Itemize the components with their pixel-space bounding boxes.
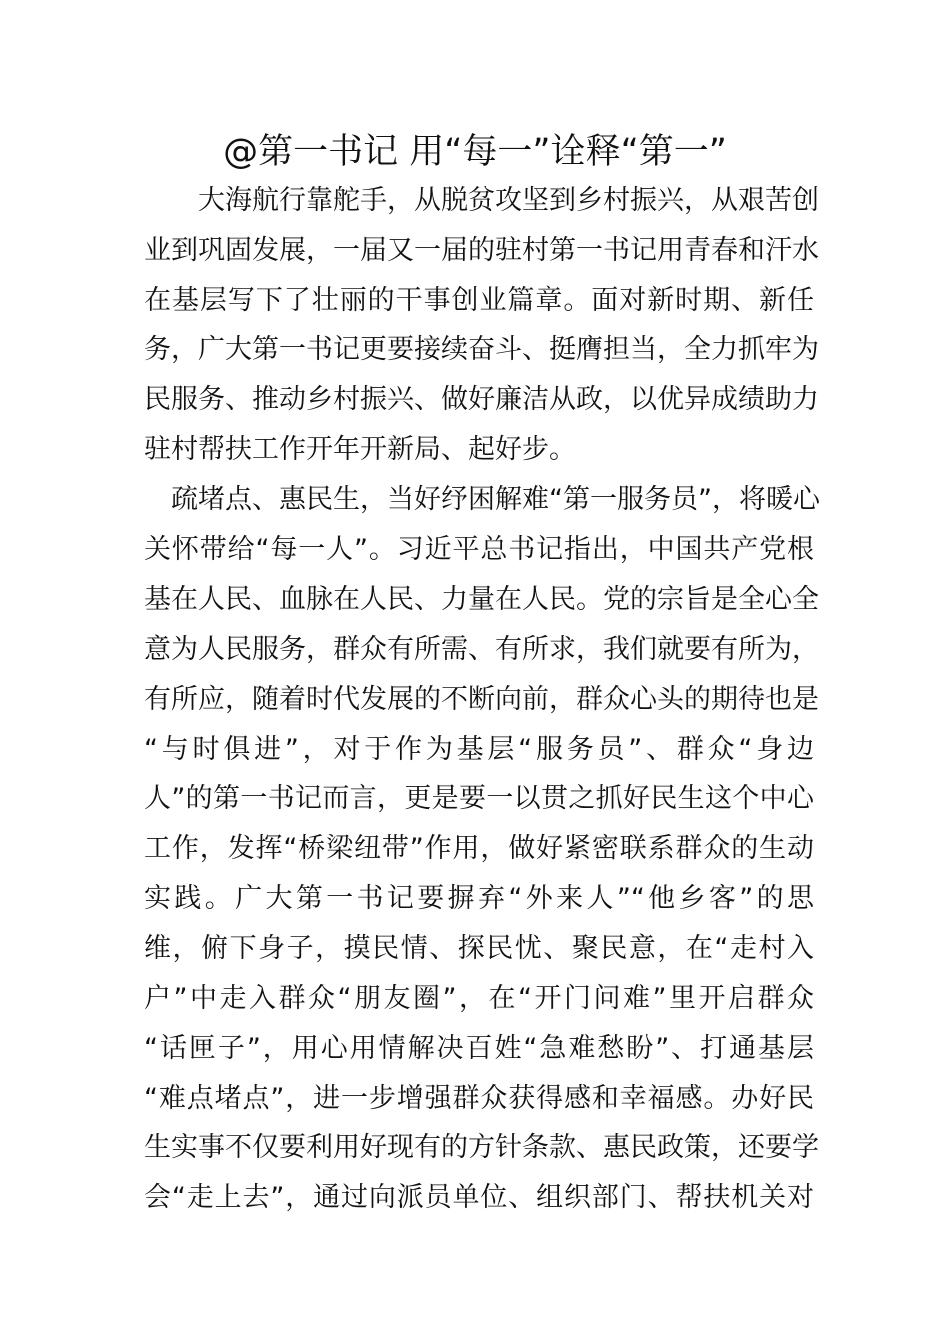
- body-line: “难点堵点”，进一步增强群众获得感和幸福感。办好民: [144, 1083, 814, 1114]
- body-line: “话匣子”，用心用情解决百姓“急难愁盼”、打通基层: [144, 1033, 814, 1064]
- body-line: 大海航行靠舵手，从脱贫攻坚到乡村振兴，从艰苦创: [144, 185, 819, 216]
- document-title: @第一书记 用“每一”诠释“第一”: [223, 132, 727, 172]
- body-line: 在基层写下了壮丽的干事创业篇章。面对新时期、新任: [144, 285, 814, 316]
- body-line: 民服务、推动乡村振兴、做好廉洁从政，以优异成绩助力: [144, 384, 819, 415]
- body-line: 维，俯下身子，摸民情、探民忧、聚民意，在“走村入: [144, 933, 814, 964]
- body-line: 务，广大第一书记更要接续奋斗、挺膺担当，全力抓牢为: [144, 334, 819, 365]
- body-line: 生实事不仅要利用好现有的方针条款、惠民政策，还要学: [144, 1132, 819, 1163]
- body-line: 关怀带给“每一人”。习近平总书记指出，中国共产党根: [144, 534, 814, 565]
- body-line: 意为人民服务，群众有所需、有所求，我们就要有所为，: [144, 634, 819, 665]
- body-line: 工作，发挥“桥梁纽带”作用，做好紧密联系群众的生动: [144, 833, 814, 864]
- body-line: 业到巩固发展，一届又一届的驻村第一书记用青春和汗水: [144, 235, 819, 266]
- body-line: 人”的第一书记而言，更是要一以贯之抓好民生这个中心: [144, 783, 814, 814]
- body-line: 驻村帮扶工作开年开新局、起好步。: [144, 434, 576, 465]
- body-line: 会“走上去”，通过向派员单位、组织部门、帮扶机关对: [144, 1182, 814, 1213]
- body-line: “与时俱进”，对于作为基层“服务员”、群众“身边: [144, 734, 814, 765]
- body-line: 疏堵点、惠民生，当好纾困解难“第一服务员”，将暖心: [144, 484, 820, 515]
- body-line: 实践。广大第一书记要摒弃“外来人”“他乡客”的思: [144, 883, 814, 914]
- body-line: 有所应，随着时代发展的不断向前，群众心头的期待也是: [144, 684, 819, 715]
- body-line: 户”中走入群众“朋友圈”，在“开门问难”里开启群众: [144, 983, 814, 1014]
- body-line: 基在人民、血脉在人民、力量在人民。党的宗旨是全心全: [144, 584, 819, 615]
